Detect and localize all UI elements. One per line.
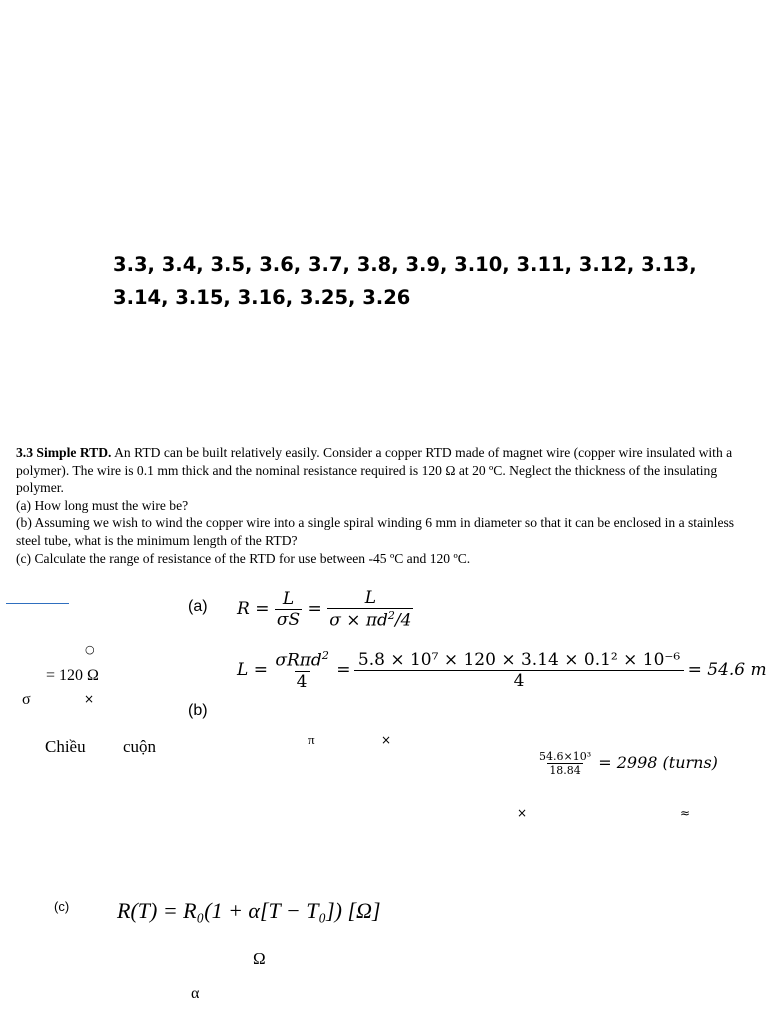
length-result: = 54.6 m (687, 659, 767, 680)
times-symbol-3: × (517, 806, 528, 820)
problem-intro (16, 444, 746, 497)
equals-sign-2: = (336, 659, 351, 680)
pi-symbol: π (308, 732, 315, 747)
frac3-num-exp: 2 (321, 649, 329, 662)
problem-statement (16, 444, 746, 567)
problem-part-a: (a) How long must the wire be? (16, 497, 189, 513)
problem-title: 3.3 Simple RTD. (16, 445, 112, 460)
fraction-numeric-length (356, 650, 682, 691)
solution-label-b: (b) (188, 702, 208, 719)
alpha-symbol: α (191, 985, 200, 1002)
frac2-den-prefix: σ × (329, 610, 366, 631)
equals-sign: = (307, 598, 322, 619)
times-symbol-1: × (84, 692, 95, 706)
solution-label-a: (a) (188, 598, 208, 615)
fraction-l-over-area (327, 588, 413, 631)
word-cuon: cuộn (123, 737, 157, 756)
approx-symbol: ≈ (680, 806, 691, 820)
omega-symbol: Ω (253, 949, 266, 968)
fraction-turns (537, 750, 593, 777)
turns-numerator: 54.6×10³ (539, 750, 592, 763)
equation-resistance (237, 588, 413, 631)
r-equals: R = (237, 598, 270, 619)
problem-part-b: (b) Assuming we wish to wind the copper wire into a single spiral winding 6 mm in diameter so that it can be enclosed in a stainless steel tube, what is the minimum length of the RTD? (16, 515, 735, 548)
fraction-l-over-sigma-s (275, 589, 302, 630)
frac2-den-exp: 2 (387, 609, 395, 622)
resistance-value: = 120 Ω (46, 667, 99, 684)
equation-length (237, 649, 767, 692)
frac2-denominator (327, 608, 413, 631)
assigned-problems-list: 3.3, 3.4, 3.5, 3.6, 3.7, 3.8, 3.9, 3.10, 3.11, 3.12, 3.13, 3.14, 3.15, 3.16, 3.25, 3.26 (113, 253, 697, 309)
sigma-symbol: σ (22, 691, 31, 708)
fraction-sigma-r-pi-d2 (273, 649, 331, 692)
word-chieu: Chiều (45, 737, 86, 756)
frac3-num-text: σRπd (275, 650, 322, 671)
rtd-resistance-formula: R(T) = R₀(1 + α[T − T₀]) [Ω] (117, 898, 381, 923)
frac3-numerator (273, 649, 331, 671)
frac4-numerator: 5.8 × 10⁷ × 120 × 3.14 × 0.1² × 10⁻⁶ (357, 649, 681, 670)
turns-result: = 2998 (turns) (598, 753, 718, 772)
problem-part-c: (c) Calculate the range of resistance of the RTD for use between -45 ºC and 120 ºC. (16, 550, 471, 566)
frac2-den-div: /4 (394, 610, 412, 631)
turns-denominator: 18.84 (549, 764, 581, 777)
equation-turns (537, 750, 718, 777)
frac1-numerator: L (282, 588, 295, 609)
frac3-denominator: 4 (296, 671, 308, 692)
blue-divider-line (6, 603, 69, 604)
problem-text: An RTD can be built relatively easily. Consider a copper RTD made of magnet wire (copper wire insulated with a polymer). The wire is 0.1 mm thick and the nominal resistance required is 120 Ω at 20 ºC. Neglect the thickness of the insulating polymer. (16, 445, 733, 496)
times-symbol-2: × (381, 733, 392, 747)
frac4-denominator: 4 (354, 670, 684, 691)
degree-symbol: ○ (85, 643, 95, 656)
frac1-denominator: σS (276, 609, 301, 630)
frac2-den-pi: πd (365, 610, 388, 631)
solution-label-c: (c) (54, 899, 70, 914)
l-equals: L = (237, 659, 268, 680)
frac2-numerator: L (364, 588, 376, 608)
